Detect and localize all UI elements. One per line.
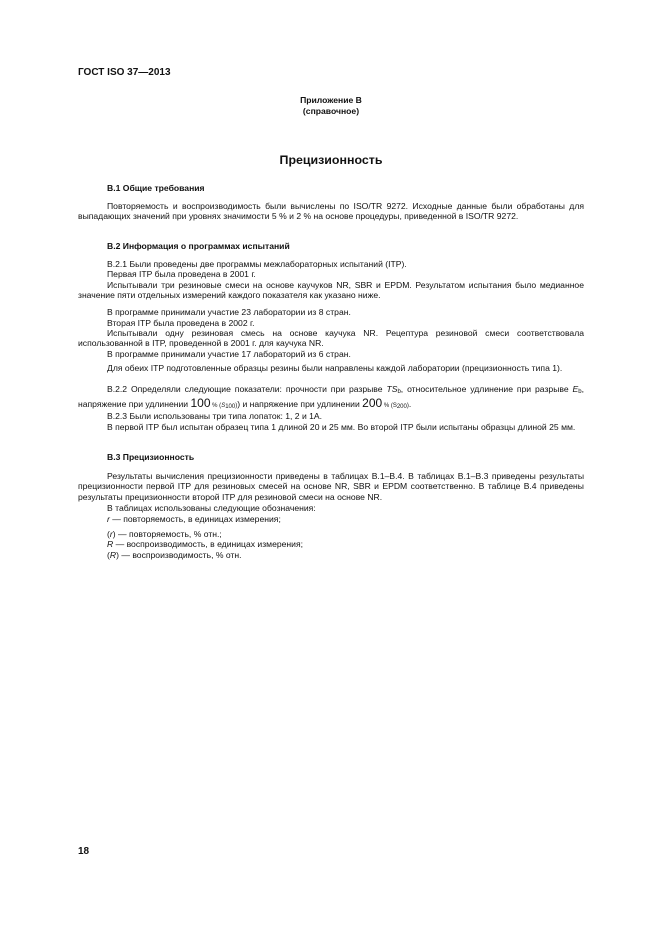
paragraph-b2-6: Испытывали одну резиновая смесь на основе каучука NR. Рецептура резиновой смеси соответствовала использованной в ITP, проведенной в 2001 г. для каучука NR. [78, 328, 584, 349]
section-heading-b3: В.3 Прецизионность [107, 452, 195, 462]
annex-note: (справочное) [302, 106, 360, 116]
symbol-R-rel-definition: (R) — воспроизводимость, % отн. [107, 550, 242, 560]
annex-title: Приложение В [300, 95, 362, 105]
paragraph-b2-1: В.2.1 Были проведены две программы межлабораторных испытаний (ITP). [107, 259, 407, 269]
paragraph-b2-5: Вторая ITP была проведена в 2002 г. [107, 318, 255, 328]
paragraph-b2-8: Для обеих ITP подготовленные образцы резины были направлены каждой лаборатории (прецизионность типа 1). [107, 363, 563, 373]
paragraph-b1: Повторяемость и воспроизводимость были вычислены по ISO/TR 9272. Исходные данные были обработаны для выпадающих значений при уровнях значимости 5 % и 2 % на основе процедуры, приведенной в ISO/TR 9272. [78, 201, 584, 222]
paragraph-b2-7: В программе принимали участие 17 лабораторий из 6 стран. [107, 349, 351, 359]
symbol-r-rel-definition: (r) — повторяемость, % отн.; [107, 529, 222, 539]
symbol-r-definition: r — повторяемость, в единицах измерения; [107, 514, 281, 524]
paragraph-b3-2: В таблицах использованы следующие обозначения: [107, 503, 316, 513]
section-heading-b1: В.1 Общие требования [107, 183, 205, 193]
paragraph-b2-2: Первая ITP была проведена в 2001 г. [107, 269, 256, 279]
paragraph-b2-11: В первой ITP был испытан образец типа 1 длиной 20 и 25 мм. Во второй ITP были испытаны образцы длиной 25 мм. [107, 422, 576, 432]
paragraph-b2-10: В.2.3 Были использованы три типа лопаток: 1, 2 и 1А. [107, 411, 323, 421]
paragraph-b3-1: Результаты вычисления прецизионности приведены в таблицах В.1–В.4. В таблицах В.1–В.3 приведены результаты прецизионности первой ITP для резиновых смесей на основе NR, SBR и EPDM соответственно. В таблице В.4 приведены результаты прецизионности второй ITP для резиновой смеси на основе NR. [78, 471, 584, 502]
paragraph-b2-4: В программе принимали участие 23 лаборатории из 8 стран. [107, 307, 351, 317]
page-number: 18 [78, 846, 90, 857]
paragraph-b2-3: Испытывали три резиновые смеси на основе каучуков NR, SBR и EPDM. Результатом испытания было медианное значение пяти отдельных измерений каждого показателя как указано ниже. [78, 280, 584, 301]
document-title: Прецизионность [279, 153, 383, 167]
section-heading-b2: В.2 Информация о программах испытаний [107, 241, 290, 251]
paragraph-b2-9: В.2.2 Определяли следующие показатели: прочности при разрыве $TS_b$, относительное удлинение при разрыве $E_b$, напряжение при удлинении 100 % $(S_{100})$) и напряжение при удлинении 200 % $(S_{200})$. [78, 384, 584, 410]
symbol-R-definition: R — воспроизводимость, в единицах измерения; [107, 539, 303, 549]
document-header: ГОСТ ISO 37—2013 [78, 67, 171, 78]
